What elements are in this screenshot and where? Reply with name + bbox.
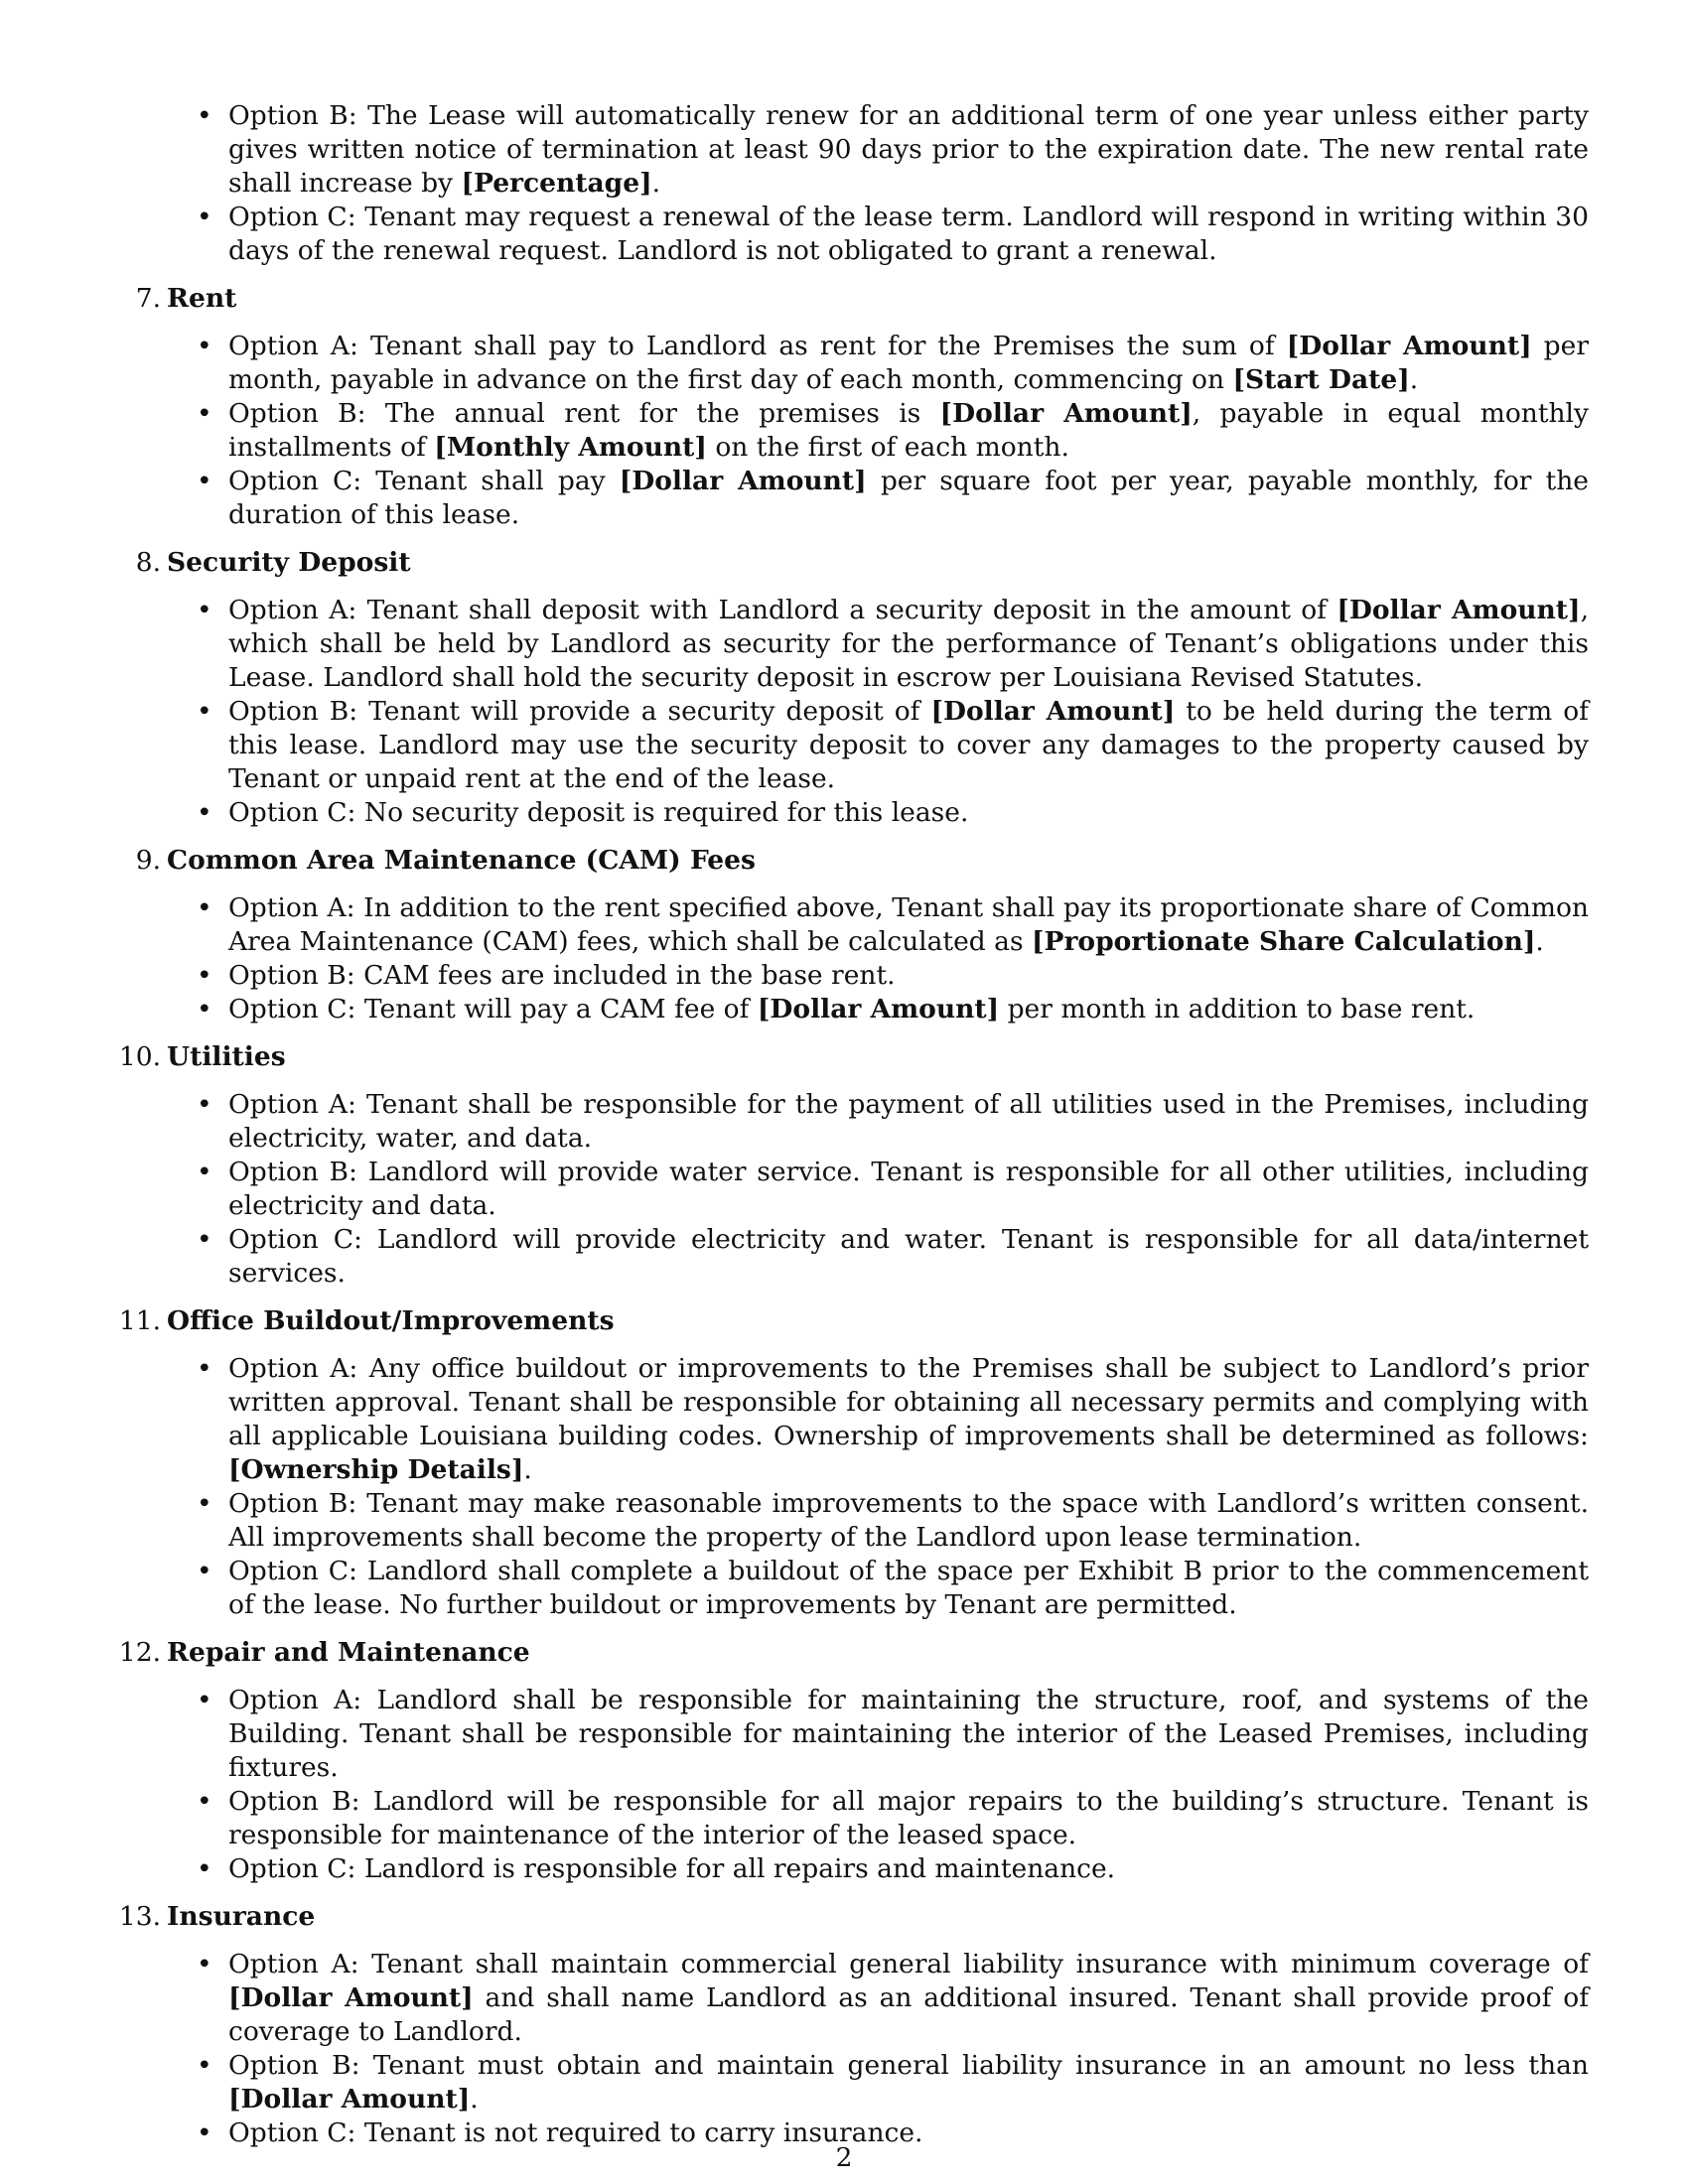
section-number: 8. — [135, 547, 161, 578]
option-item — [167, 1487, 1589, 1555]
option-item — [167, 1948, 1589, 2049]
option-item — [167, 330, 1589, 397]
section-number: 7. — [135, 283, 161, 314]
section-heading — [135, 282, 1589, 316]
option-text: Option B: CAM fees are included in the base rent. — [228, 960, 896, 991]
section-number: 13. — [118, 1901, 161, 1932]
section-heading — [118, 1304, 1589, 1338]
placeholder-field: [Percentage] — [461, 168, 652, 199]
option-text: Option B: The annual rent for the premises is — [228, 398, 940, 429]
option-list — [167, 1948, 1589, 2150]
option-text: Option C: Tenant shall pay — [228, 466, 620, 496]
option-item — [167, 397, 1589, 465]
option-item — [167, 1352, 1589, 1487]
option-text: Option C: Tenant may request a renewal of the lease term. Landlord will respond in writing within 30 days of the renewal request. Landlord is not obligated to grant a renewal. — [228, 202, 1589, 266]
option-text: Option C: Landlord is responsible for all repairs and maintenance. — [228, 1853, 1116, 1884]
section-number: 9. — [135, 845, 161, 876]
option-text: Option B: Tenant may make reasonable improvements to the space with Landlord’s written consent. All improvements shall become the property of the Landlord upon lease termination. — [228, 1488, 1589, 1553]
placeholder-field: [Dollar Amount] — [757, 994, 1000, 1024]
option-list — [167, 1352, 1589, 1622]
option-text: Option A: Landlord shall be responsible for maintaining the structure, roof, and systems of the Building. Tenant shall be responsible for maintaining the interior of the Leased Premises, including fixtures. — [228, 1685, 1589, 1783]
option-text: Option C: No security deposit is required for this lease. — [228, 797, 969, 828]
placeholder-field: [Dollar Amount] — [1286, 331, 1532, 361]
option-text: . — [523, 1454, 532, 1485]
section-heading — [118, 1636, 1589, 1670]
placeholder-field: [Dollar Amount] — [228, 1982, 474, 2013]
placeholder-field: [Monthly Amount] — [434, 432, 707, 463]
option-item — [167, 465, 1589, 532]
section-title: Office Buildout/Improvements — [167, 1305, 615, 1336]
placeholder-field: [Dollar Amount] — [939, 398, 1193, 429]
option-item — [167, 959, 1589, 993]
option-item — [167, 695, 1589, 796]
section-number: 10. — [118, 1041, 161, 1072]
option-text: on the first of each month. — [706, 432, 1069, 463]
section-title: Common Area Maintenance (CAM) Fees — [167, 845, 756, 876]
section-6-continued-options — [167, 99, 1589, 268]
option-list — [167, 330, 1589, 532]
placeholder-field: [Proportionate Share Calculation] — [1031, 926, 1536, 957]
option-list — [167, 594, 1589, 830]
option-item — [167, 99, 1589, 201]
option-text: Option C: Tenant will pay a CAM fee of — [228, 994, 758, 1024]
option-list — [167, 891, 1589, 1026]
option-text: per square foot per year, payable monthly, for the duration of this lease. — [228, 466, 1589, 530]
option-item — [167, 891, 1589, 959]
option-text: , which shall be held by Landlord as security for the performance of Tenant’s obligations under this Lease. Landlord shall hold the security deposit in escrow per Louisiana Revised Statutes. — [228, 595, 1589, 693]
option-item — [167, 1785, 1589, 1852]
section-heading — [135, 844, 1589, 878]
lease-options-content — [118, 99, 1590, 2150]
section — [118, 1304, 1589, 1622]
option-text: Option C: Landlord shall complete a buildout of the space per Exhibit B prior to the commencement of the lease. No further buildout or improvements by Tenant are permitted. — [228, 1556, 1589, 1620]
section — [135, 844, 1589, 1026]
option-item — [167, 594, 1589, 695]
option-text: Option A: Tenant shall maintain commercial general liability insurance with minimum coverage of — [228, 1949, 1589, 1979]
option-item — [167, 1223, 1589, 1291]
option-item — [167, 1852, 1589, 1886]
option-text: Option B: Tenant must obtain and maintain general liability insurance in an amount no less than — [228, 2050, 1589, 2081]
option-text: Option C: Tenant is not required to carry insurance. — [228, 2117, 923, 2148]
option-text: Option A: Tenant shall be responsible for the payment of all utilities used in the Premises, including electricity, water, and data. — [228, 1089, 1589, 1154]
section-title: Utilities — [167, 1041, 286, 1072]
placeholder-field: [Dollar Amount] — [1336, 595, 1581, 625]
option-item — [167, 993, 1589, 1026]
section-heading — [118, 1900, 1589, 1934]
placeholder-field: [Start Date] — [1232, 364, 1410, 395]
option-text: . — [1409, 364, 1419, 395]
section-heading — [118, 1040, 1589, 1074]
placeholder-field: [Ownership Details] — [228, 1454, 524, 1485]
option-text: Option B: The Lease will automatically renew for an additional term of one year unless either party gives written notice of termination at least 90 days prior to the expiration date. The new rental rate shall increase by — [228, 100, 1589, 199]
section-number: 12. — [118, 1637, 161, 1668]
placeholder-field: [Dollar Amount] — [619, 466, 867, 496]
option-text: Option A: Tenant shall deposit with Landlord a security deposit in the amount of — [228, 595, 1337, 625]
section-heading — [135, 546, 1589, 580]
option-text: per month in addition to base rent. — [999, 994, 1476, 1024]
section — [118, 1900, 1589, 2150]
lease-sections — [118, 282, 1590, 2150]
option-text: Option A: Any office buildout or improvements to the Premises shall be subject to Landlord’s prior written approval. Tenant shall be responsible for obtaining all necessary permits and complying with all applicable Louisiana building codes. Ownership of improvements shall be determined as follows: — [228, 1353, 1589, 1451]
section-title: Repair and Maintenance — [167, 1637, 530, 1668]
placeholder-field: [Dollar Amount] — [930, 696, 1176, 727]
option-item — [167, 1156, 1589, 1223]
option-text: , payable in equal monthly installments of — [228, 398, 1590, 463]
option-text: Option C: Landlord will provide electricity and water. Tenant is responsible for all data/internet services. — [228, 1224, 1589, 1289]
placeholder-field: [Dollar Amount] — [228, 2084, 471, 2115]
section — [135, 282, 1590, 532]
option-text: and shall name Landlord as an additional insured. Tenant shall provide proof of coverage to Landlord. — [228, 1982, 1589, 2047]
option-list — [167, 1684, 1589, 1886]
section — [118, 1636, 1589, 1886]
option-text: Option B: Landlord will provide water service. Tenant is responsible for all other utilities, including electricity and data. — [228, 1157, 1589, 1221]
page-number: 2 — [835, 2142, 853, 2173]
option-text: . — [1535, 926, 1544, 957]
option-item — [167, 201, 1589, 268]
option-item — [167, 1684, 1589, 1785]
option-item — [167, 1088, 1589, 1156]
section-title: Security Deposit — [167, 547, 411, 578]
option-text: Option A: In addition to the rent specified above, Tenant shall pay its proportionate share of Common Area Maintenance (CAM) fees, which shall be calculated as — [228, 892, 1589, 957]
section — [118, 1040, 1589, 1291]
option-text: . — [651, 168, 661, 199]
option-item — [167, 796, 1589, 830]
option-list — [167, 1088, 1589, 1291]
section-number: 11. — [118, 1305, 161, 1336]
option-text: . — [470, 2084, 479, 2115]
option-text: Option B: Landlord will be responsible for all major repairs to the building’s structure. Tenant is responsible for maintenance of the interior of the leased space. — [228, 1786, 1589, 1850]
option-text: Option B: Tenant will provide a security deposit of — [228, 696, 931, 727]
section — [135, 546, 1589, 830]
section-title: Rent — [167, 283, 237, 314]
section-title: Insurance — [167, 1901, 316, 1932]
option-item — [167, 2049, 1589, 2116]
option-text: per month, payable in advance on the first day of each month, commencing on — [228, 331, 1589, 395]
option-item — [167, 1555, 1589, 1622]
option-text: Option A: Tenant shall pay to Landlord as rent for the Premises the sum of — [228, 331, 1287, 361]
option-text: to be held during the term of this lease. Landlord may use the security deposit to cover any damages to the property caused by Tenant or unpaid rent at the end of the lease. — [228, 696, 1589, 794]
